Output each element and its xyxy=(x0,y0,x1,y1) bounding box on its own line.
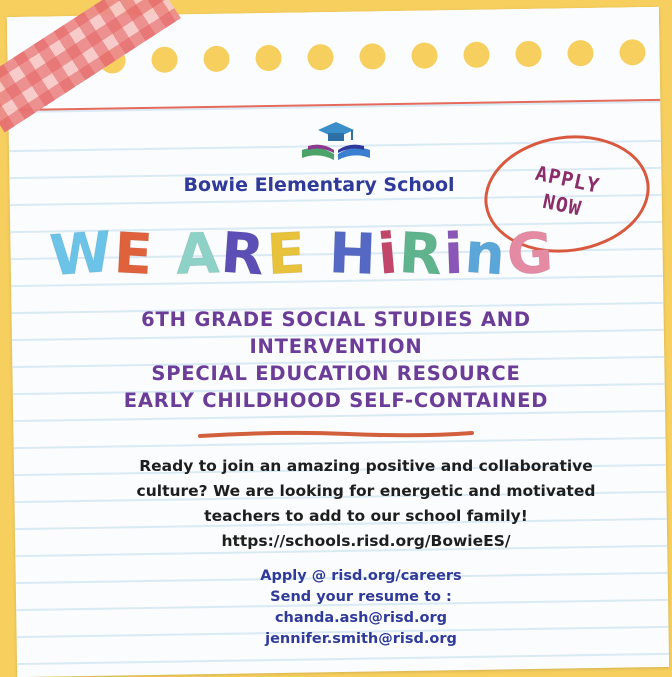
binder-hole xyxy=(255,45,281,71)
binder-hole xyxy=(307,44,333,70)
careers-link[interactable]: Apply @ risd.org/careers xyxy=(260,568,462,584)
graduation-cap-book-icon xyxy=(298,120,374,166)
school-name-text: Bowie Elementary School xyxy=(183,174,455,196)
brush-underline xyxy=(198,428,474,442)
binder-hole xyxy=(359,43,385,69)
headline-letter: G xyxy=(505,220,555,289)
position-line: SPECIAL EDUCATION RESOURCE xyxy=(151,362,521,385)
binder-hole xyxy=(515,41,541,67)
position-line: EARLY CHILDHOOD SELF-CONTAINED xyxy=(123,389,549,412)
headline-letter: i xyxy=(374,221,400,288)
blurb-line: culture? We are looking for energetic and motivated xyxy=(136,482,596,500)
headline-letter: R xyxy=(397,220,444,289)
binder-hole xyxy=(567,40,593,66)
blurb-line: Ready to join an amazing positive and collaborative xyxy=(139,457,593,475)
binder-hole xyxy=(203,46,229,72)
resume-instruction: Send your resume to : xyxy=(270,589,452,605)
headline-letter: W xyxy=(47,219,114,290)
apply-badge-line1: APPLY xyxy=(533,160,603,198)
recruitment-blurb xyxy=(96,454,636,554)
headline-letter: R xyxy=(219,220,267,289)
binder-hole xyxy=(411,42,437,68)
headline-letter: H xyxy=(327,221,377,288)
headline-letter: E xyxy=(264,221,307,288)
headline-letter: A xyxy=(174,221,221,288)
binder-hole xyxy=(619,39,645,65)
binder-hole xyxy=(463,42,489,68)
headline-letter: E xyxy=(112,221,154,288)
binder-hole xyxy=(151,46,177,72)
we-are-hiring-headline xyxy=(47,219,590,290)
blurb-line: teachers to add to our school family! xyxy=(204,507,528,525)
email-link-chanda[interactable]: chanda.ash@risd.org xyxy=(274,610,448,626)
position-line: 6TH GRADE SOCIAL STUDIES AND xyxy=(141,308,531,331)
headline-letter: i xyxy=(442,221,465,288)
email-link-jennifer[interactable]: jennifer.smith@risd.org xyxy=(265,631,457,647)
apply-info xyxy=(226,566,496,650)
apply-badge-line2: NOW xyxy=(540,188,584,221)
position-line: INTERVENTION xyxy=(249,335,423,358)
open-positions xyxy=(0,306,672,414)
headline-letter: n xyxy=(463,220,508,289)
school-url-link[interactable]: https://schools.risd.org/BowieES/ xyxy=(221,532,511,550)
